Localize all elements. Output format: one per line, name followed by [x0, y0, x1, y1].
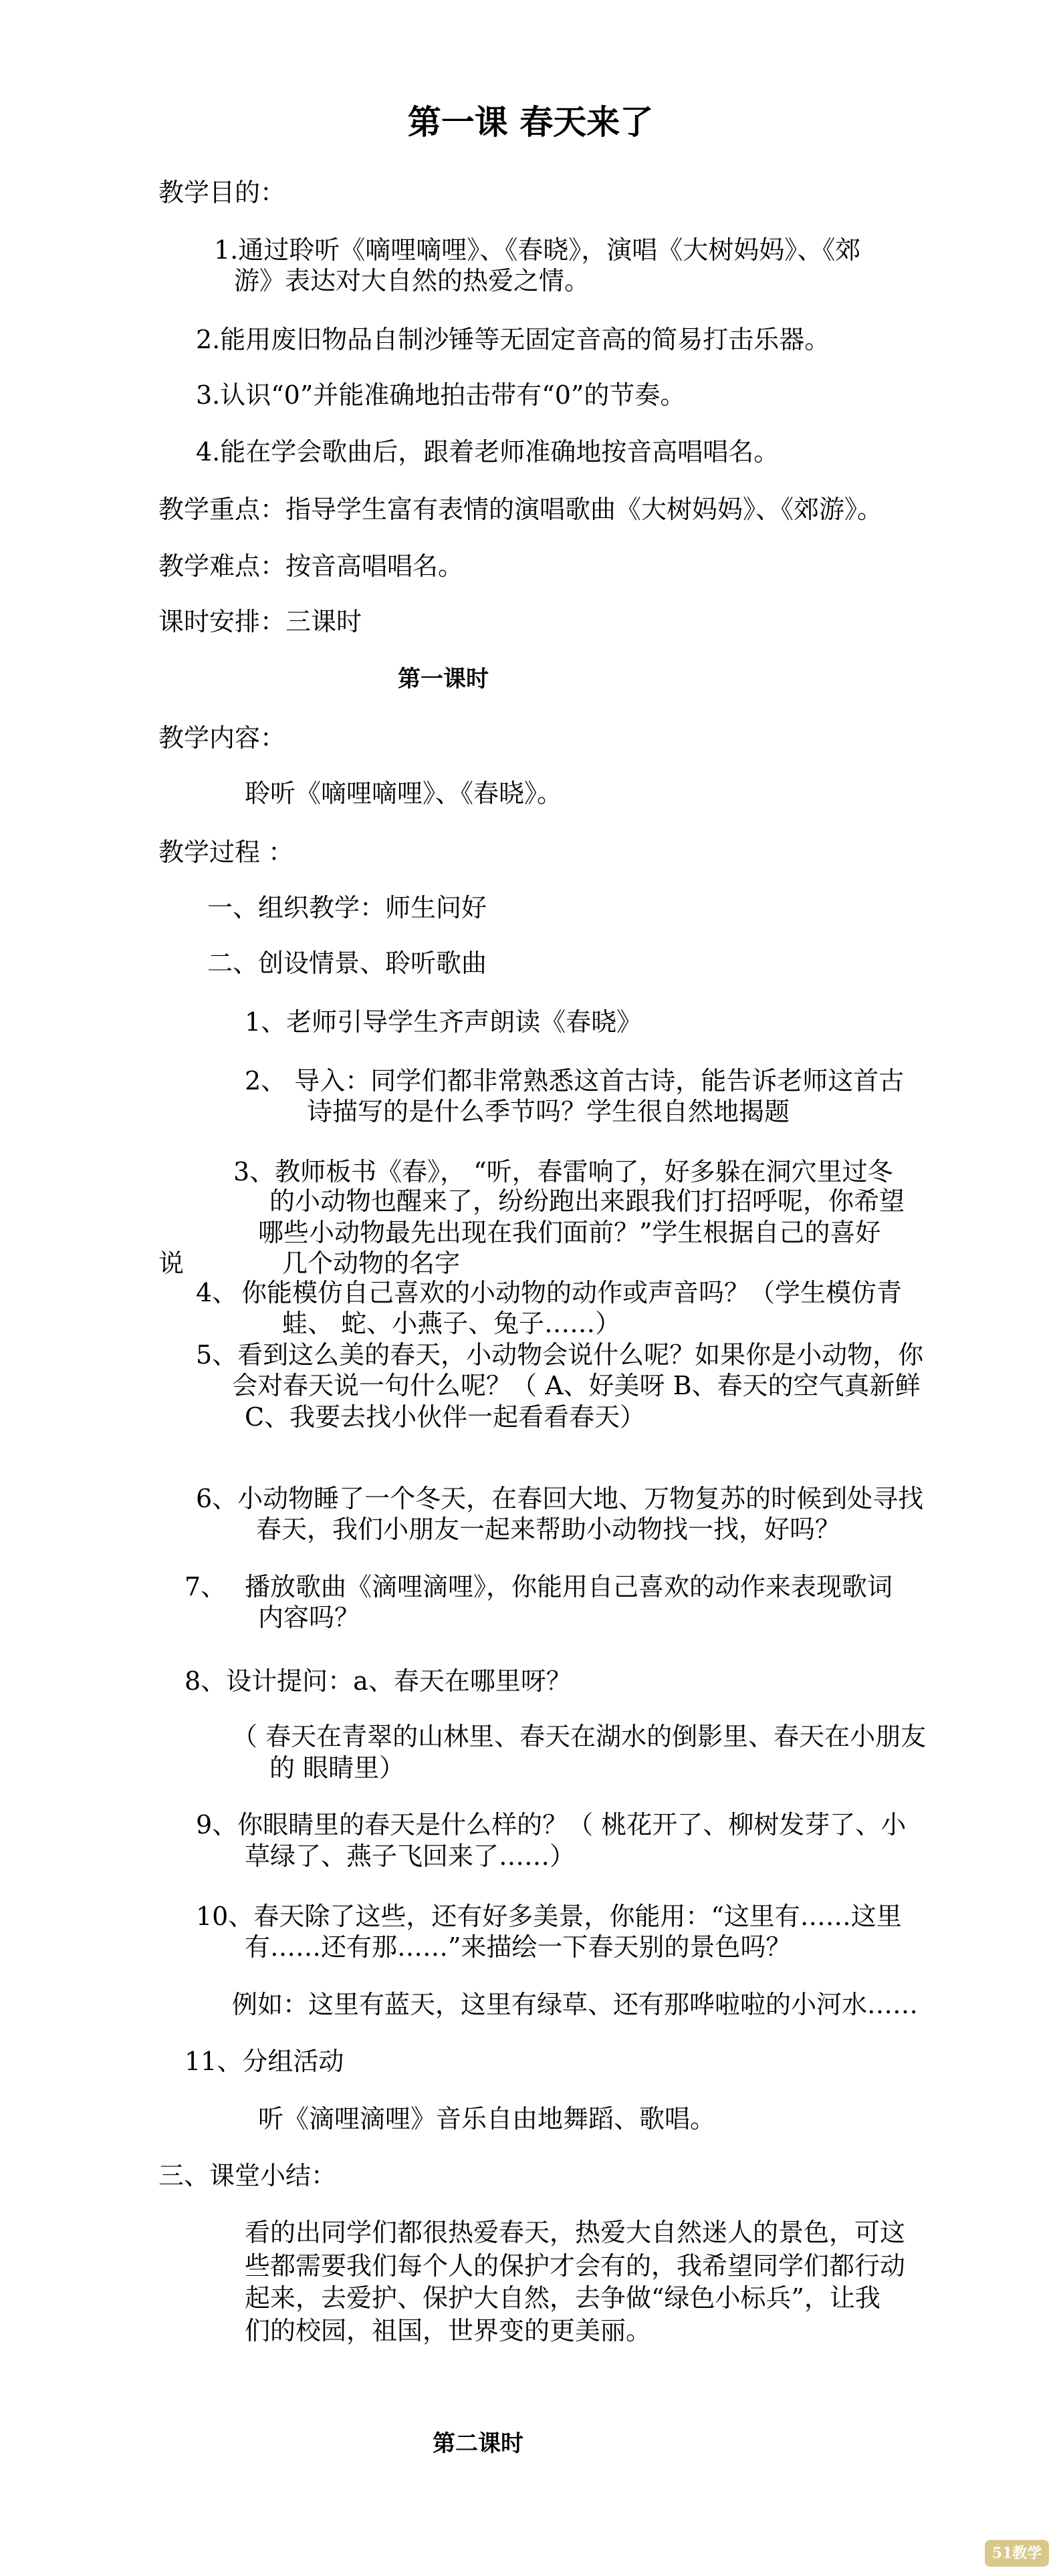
step-8-answer-line-1: （ 春天在青翠的山林里、春天在湖水的倒影里、春天在小朋友 [232, 1722, 927, 1751]
step-7-line-1: 播放歌曲《滴哩滴哩》，你能用自己喜欢的动作来表现歌词 [245, 1572, 893, 1601]
step-6-line-1: 6、小动物睡了一个冬天，在春回大地、万物复苏的时候到处寻找 [196, 1484, 924, 1513]
step-3-line-2: 的小动物也醒来了，纷纷跑出来跟我们打招呼呢，你希望 [269, 1186, 905, 1216]
part-2: 二、创设情景、聆听歌曲 [207, 948, 487, 978]
lesson1-heading: 第一课时 [398, 666, 489, 692]
objective-1-line-2: 游》表达对大自然的热爱之情。 [234, 266, 590, 295]
summary-line-2: 些都需要我们每个人的保护才会有的，我希望同学们都行动 [245, 2251, 906, 2281]
step-2-line-1: 2、 导入：同学们都非常熟悉这首古诗，能告诉老师这首古 [245, 1066, 905, 1096]
key-point: 教学重点：指导学生富有表情的演唱歌曲《大树妈妈》、《郊游》。 [158, 495, 883, 524]
part-3: 三、课堂小结： [158, 2161, 337, 2190]
content-text: 聆听《嘀哩嘀哩》、《春晓》。 [245, 779, 563, 808]
summary-line-1: 看的出同学们都很热爱春天，热爱大自然迷人的景色，可这 [245, 2218, 906, 2247]
part-1: 一、组织教学：师生问好 [207, 893, 487, 922]
objective-2: 2.能用废旧物品自制沙锤等无固定音高的简易打击乐器。 [196, 325, 830, 354]
difficulty: 教学难点：按音高唱唱名。 [158, 551, 464, 581]
step-3-line-4a: 说 [158, 1249, 185, 1278]
process-heading: 教学过程 ： [158, 838, 294, 867]
objective-1-line-1: 1.通过聆听《嘀哩嘀哩》、《春晓》，演唱《大树妈妈》、《郊 [214, 235, 861, 265]
content-heading: 教学内容： [158, 723, 286, 753]
document-title: 第一课 春天来了 [407, 102, 654, 142]
step-9-line-1: 9、你眼睛里的春天是什么样的？（ 桃花开了、柳树发芽了、小 [196, 1810, 907, 1839]
step-5-line-1: 5、看到这么美的春天，小动物会说什么呢？如果你是小动物，你 [196, 1340, 924, 1370]
step-1: 1、老师引导学生齐声朗读《春晓》 [245, 1007, 642, 1037]
step-10-example: 例如：这里有蓝天，这里有绿草、还有那哗啦啦的小河水…… [232, 1990, 919, 2019]
step-3-line-4b: 几个动物的名字 [282, 1249, 461, 1278]
step-2-line-2: 诗描写的是什么季节吗？学生很自然地揭题 [307, 1097, 790, 1126]
objective-3: 3.认识“0”并能准确地拍击带有“0”的节奏。 [196, 380, 686, 410]
step-4-line-2: 蛙、 蛇、小燕子、兔子……） [282, 1309, 621, 1338]
step-7-number: 7、 [185, 1572, 227, 1601]
step-8-answer-line-2: 的 眼睛里） [269, 1753, 405, 1783]
step-10-line-2: 有……还有那……”来描绘一下春天别的景色吗？ [245, 1932, 792, 1962]
step-11: 11、分组活动 [185, 2047, 344, 2076]
lesson2-heading: 第二课时 [433, 2430, 523, 2457]
summary-line-4: 们的校园，祖国，世界变的更美丽。 [245, 2316, 652, 2345]
step-6-line-2: 春天，我们小朋友一起来帮助小动物找一找，好吗？ [256, 1515, 841, 1544]
objectives-heading: 教学目的： [158, 178, 286, 207]
watermark-logo: 51教学 [985, 2540, 1049, 2567]
objective-4: 4.能在学会歌曲后，跟着老师准确地按音高唱唱名。 [196, 437, 780, 467]
step-5-line-2: 会对春天说一句什么呢？（ A、好美呀 B、春天的空气真新鲜 [232, 1371, 921, 1400]
step-9-line-2: 草绿了、燕子飞回来了……） [245, 1841, 576, 1871]
summary-line-3: 起来，去爱护、保护大自然，去争做“绿色小标兵”，让我 [245, 2283, 880, 2313]
step-8: 8、设计提问：a、春天在哪里呀？ [185, 1666, 572, 1696]
step-3-line-3: 哪些小动物最先出现在我们面前？”学生根据自己的喜好 [258, 1218, 881, 1247]
step-10-line-1: 10、春天除了这些，还有好多美景，你能用：“这里有……这里 [196, 1902, 902, 1931]
step-5-line-3: C、我要去找小伙伴一起看看春天） [245, 1402, 646, 1432]
step-11-detail: 听《滴哩滴哩》音乐自由地舞蹈、歌唱。 [258, 2104, 716, 2134]
step-4-number: 4、 [196, 1278, 238, 1307]
step-7-line-2: 内容吗？ [258, 1603, 360, 1632]
step-4-line-1: 你能模仿自己喜欢的小动物的动作或声音吗？（学生模仿青 [241, 1278, 903, 1307]
schedule: 课时安排：三课时 [158, 607, 362, 636]
step-3-line-1: 3、教师板书《春》， “听，春雷响了，好多躲在洞穴里过冬 [233, 1157, 893, 1186]
